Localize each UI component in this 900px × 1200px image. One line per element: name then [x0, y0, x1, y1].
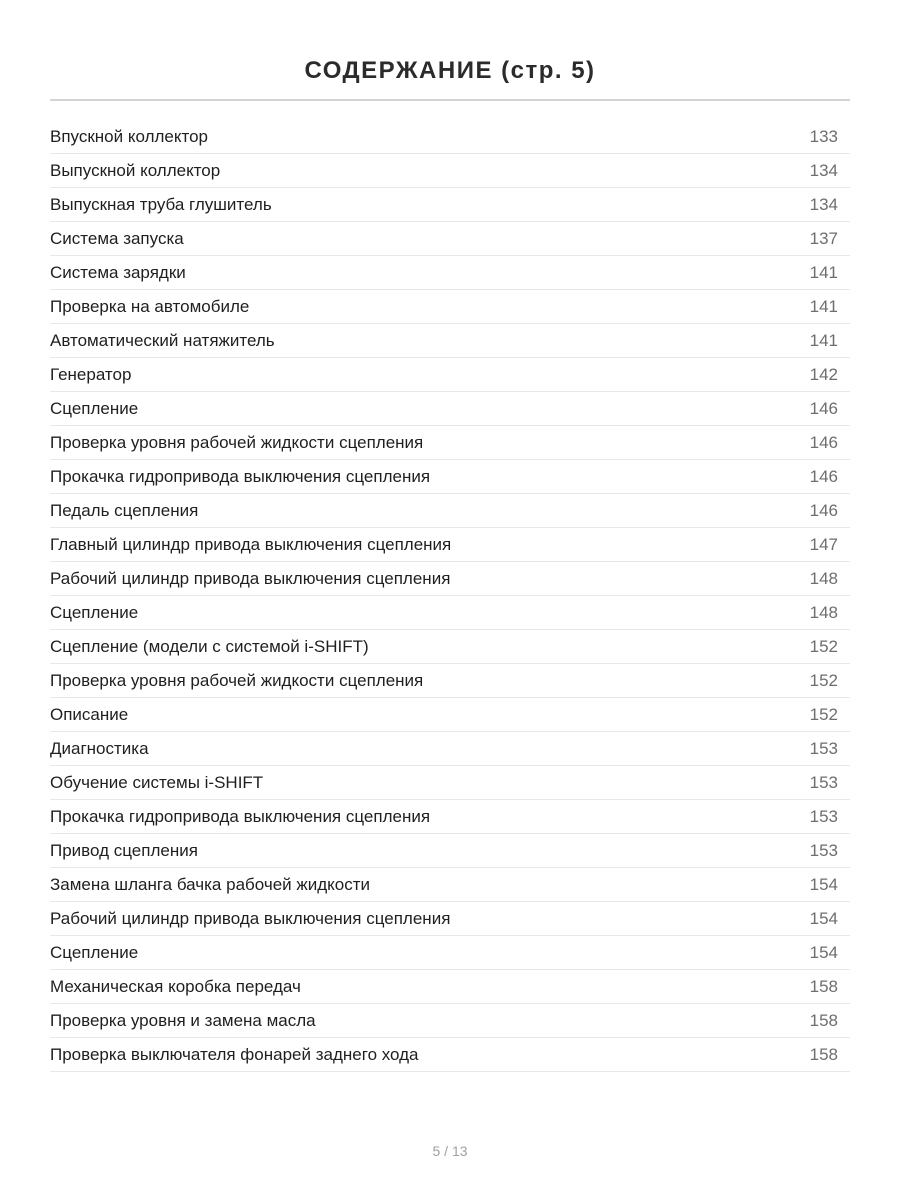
toc-entry-title: Рабочий цилиндр привода выключения сцепления [50, 568, 451, 588]
toc-entry-title: Педаль сцепления [50, 500, 199, 520]
toc-entry[interactable] [50, 188, 850, 222]
page-counter: 5 / 13 [432, 1143, 468, 1159]
toc-entry-page-number: 134 [809, 194, 838, 214]
toc-entry-title: Обучение системы i-SHIFT [50, 772, 264, 792]
toc-entry-page-number: 158 [809, 1044, 838, 1064]
toc-entry-title: Проверка уровня рабочей жидкости сцепления [50, 670, 424, 690]
toc-entry[interactable] [50, 698, 850, 732]
title-divider [50, 99, 850, 101]
toc-entry-page-number: 142 [809, 364, 838, 384]
toc-entry-page-number: 153 [809, 772, 838, 792]
toc-entry[interactable] [50, 732, 850, 766]
toc-entry-page-number: 154 [809, 942, 838, 962]
toc-entry[interactable] [50, 596, 850, 630]
toc-entry-page-number: 141 [809, 296, 838, 316]
toc-entry-title: Проверка уровня рабочей жидкости сцепления [50, 432, 424, 452]
toc-entry[interactable] [50, 1004, 850, 1038]
toc-entry-page-number: 146 [809, 466, 838, 486]
toc-entry[interactable] [50, 222, 850, 256]
toc-entry-title: Сцепление [50, 602, 139, 622]
toc-entry[interactable] [50, 358, 850, 392]
toc-entry[interactable] [50, 562, 850, 596]
toc-entry-title: Генератор [50, 364, 132, 384]
toc-entry-title: Система зарядки [50, 262, 186, 282]
toc-entry-title: Механическая коробка передач [50, 976, 301, 996]
toc-entry[interactable] [50, 800, 850, 834]
toc-entry-page-number: 134 [809, 160, 838, 180]
toc-entry[interactable] [50, 834, 850, 868]
toc-entry-title: Впускной коллектор [50, 126, 208, 146]
toc-entry-title: Прокачка гидропривода выключения сцепления [50, 466, 431, 486]
toc-entry-page-number: 141 [809, 262, 838, 282]
table-of-contents [50, 120, 850, 1072]
toc-entry-title: Сцепление (модели с системой i-SHIFT) [50, 636, 369, 656]
toc-entry[interactable] [50, 936, 850, 970]
toc-entry-title: Описание [50, 704, 129, 724]
toc-entry-title: Сцепление [50, 398, 139, 418]
toc-entry-page-number: 153 [809, 840, 838, 860]
toc-entry[interactable] [50, 324, 850, 358]
toc-entry-title: Привод сцепления [50, 840, 198, 860]
toc-entry-page-number: 147 [809, 534, 838, 554]
toc-entry-title: Выпускной коллектор [50, 160, 221, 180]
toc-entry-page-number: 158 [809, 976, 838, 996]
toc-entry-title: Главный цилиндр привода выключения сцепления [50, 534, 452, 554]
toc-entry[interactable] [50, 494, 850, 528]
toc-entry-page-number: 153 [809, 738, 838, 758]
toc-entry[interactable] [50, 1038, 850, 1072]
toc-entry[interactable] [50, 426, 850, 460]
toc-entry[interactable] [50, 460, 850, 494]
toc-entry[interactable] [50, 902, 850, 936]
toc-entry-title: Проверка уровня и замена масла [50, 1010, 316, 1030]
toc-entry-page-number: 146 [809, 432, 838, 452]
toc-entry[interactable] [50, 392, 850, 426]
toc-entry-title: Замена шланга бачка рабочей жидкости [50, 874, 371, 894]
toc-entry-page-number: 153 [809, 806, 838, 826]
toc-entry-page-number: 152 [809, 704, 838, 724]
toc-entry-page-number: 133 [809, 126, 838, 146]
toc-entry[interactable] [50, 154, 850, 188]
toc-entry-page-number: 154 [809, 908, 838, 928]
toc-entry-page-number: 148 [809, 602, 838, 622]
toc-entry[interactable] [50, 256, 850, 290]
toc-entry[interactable] [50, 664, 850, 698]
toc-entry-title: Система запуска [50, 228, 184, 248]
toc-entry-title: Автоматический натяжитель [50, 330, 275, 350]
toc-entry[interactable] [50, 290, 850, 324]
toc-entry-page-number: 146 [809, 500, 838, 520]
toc-entry[interactable] [50, 528, 850, 562]
toc-entry-title: Сцепление [50, 942, 139, 962]
toc-entry[interactable] [50, 970, 850, 1004]
toc-entry-page-number: 154 [809, 874, 838, 894]
toc-entry-title: Рабочий цилиндр привода выключения сцепления [50, 908, 451, 928]
toc-entry-title: Проверка выключателя фонарей заднего хода [50, 1044, 419, 1064]
toc-entry-title: Прокачка гидропривода выключения сцепления [50, 806, 431, 826]
toc-entry[interactable] [50, 630, 850, 664]
toc-entry-page-number: 146 [809, 398, 838, 418]
toc-entry-page-number: 148 [809, 568, 838, 588]
toc-entry[interactable] [50, 120, 850, 154]
toc-entry-title: Выпускная труба глушитель [50, 194, 272, 214]
toc-entry-title: Проверка на автомобиле [50, 296, 250, 316]
toc-entry[interactable] [50, 868, 850, 902]
toc-entry[interactable] [50, 766, 850, 800]
toc-entry-page-number: 152 [809, 670, 838, 690]
toc-entry-page-number: 152 [809, 636, 838, 656]
toc-entry-title: Диагностика [50, 738, 149, 758]
toc-entry-page-number: 141 [809, 330, 838, 350]
toc-entry-page-number: 137 [809, 228, 838, 248]
toc-entry-page-number: 158 [809, 1010, 838, 1030]
page-title: СОДЕРЖАНИЕ (стр. 5) [304, 57, 596, 85]
